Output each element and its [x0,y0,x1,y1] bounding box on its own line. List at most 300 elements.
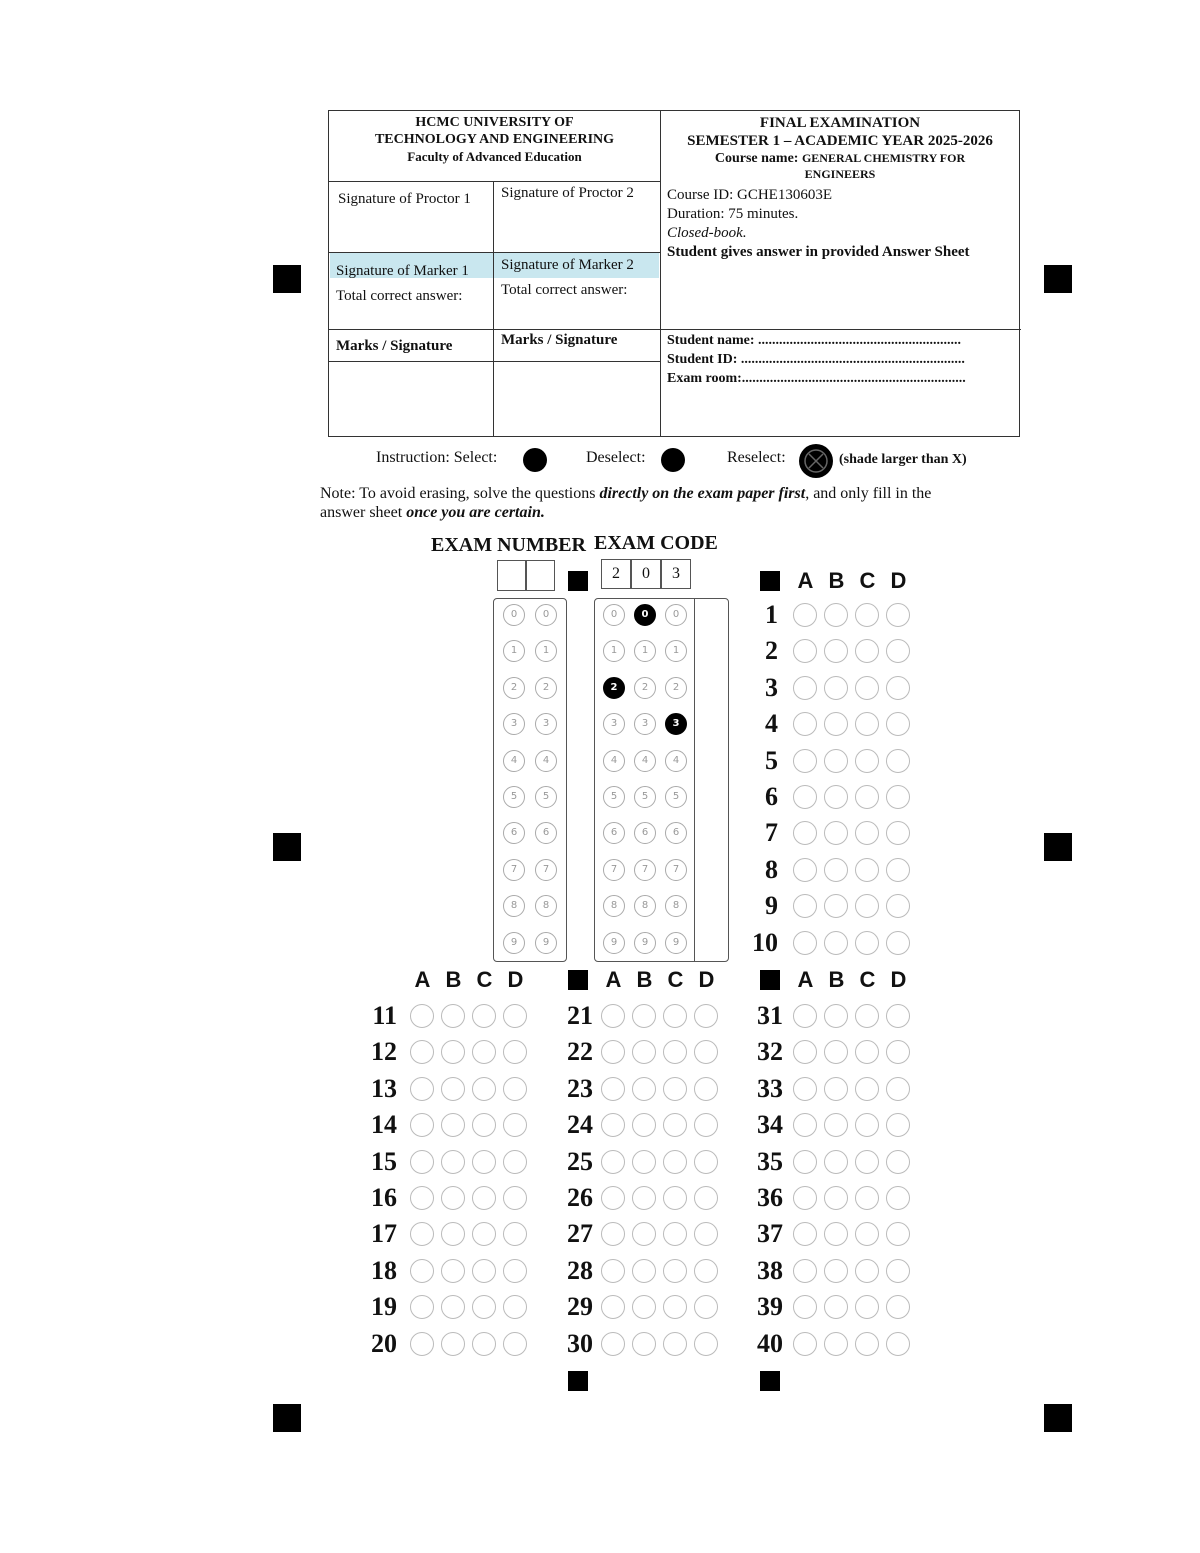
answer-bubble-q4-d[interactable] [886,712,910,736]
answer-bubble-q21-d[interactable] [694,1004,718,1028]
note-part3: , and only fill in the [805,485,932,502]
deselect-label: Deselect: [586,449,646,466]
semester-line: SEMESTER 1 – ACADEMIC YEAR 2025-2026 [687,133,993,149]
choice-header-letter-a: A [797,568,814,593]
exam-code-col3-bubble-0[interactable]: 0 [665,604,687,626]
timing-mark-header-4 [760,970,780,990]
choice-header-3 [598,967,722,993]
answer-bubble-q6-d[interactable] [886,785,910,809]
question-number-14: 14 [371,1110,397,1140]
exam-code-digit-box-1[interactable]: 2 [601,559,631,589]
answer-bubble-q14-c[interactable] [472,1113,496,1137]
exam-number-col1-bubble-0[interactable]: 0 [503,604,525,626]
choice-header-4 [790,967,914,993]
answer-bubble-q14-a[interactable] [410,1113,434,1137]
exam-code-col1-bubble-3[interactable]: 3 [603,713,625,735]
exam-code-col3-bubble-6[interactable]: 6 [665,822,687,844]
marker2-signature-label: Signature of Marker 2 [501,257,634,273]
answer-bubble-q17-a[interactable] [410,1222,434,1246]
exam-number-col2-bubble-9[interactable]: 9 [535,932,557,954]
registration-mark-mid-left [273,833,301,861]
question-number-4: 4 [765,709,778,739]
answer-bubble-q20-d[interactable] [503,1332,527,1356]
reselect-example-icon [798,443,834,479]
answer-bubble-q34-b[interactable] [824,1113,848,1137]
header-table [328,110,1020,437]
answer-bubble-q11-c[interactable] [472,1004,496,1028]
answer-bubble-q38-c[interactable] [855,1259,879,1283]
answer-bubble-q1-b[interactable] [824,603,848,627]
answer-bubble-q35-c[interactable] [855,1150,879,1174]
exam-number-col2-bubble-1[interactable]: 1 [535,640,557,662]
choice-header-letter-c: C [667,967,684,992]
answer-bubble-q1-a[interactable] [793,603,817,627]
answer-bubble-q36-d[interactable] [886,1186,910,1210]
answer-bubble-q12-c[interactable] [472,1040,496,1064]
answer-bubble-q10-b[interactable] [824,931,848,955]
answer-bubble-q8-c[interactable] [855,858,879,882]
question-number-16: 16 [371,1183,397,1212]
question-number-28: 28 [567,1255,593,1285]
exam-number-label: EXAM NUMBER [431,534,586,556]
course-name-value: GENERAL CHEMISTRY FOR [801,151,966,165]
choice-header-letter-c: C [476,967,493,992]
exam-number-col1-bubble-3[interactable]: 3 [503,713,525,735]
answer-bubble-q28-c[interactable] [663,1259,687,1283]
exam-code-col1-bubble-7[interactable]: 7 [603,859,625,881]
exam-code-col3-bubble-4[interactable]: 4 [665,750,687,772]
question-number-31: 31 [757,1001,783,1030]
answer-bubble-q34-d[interactable] [886,1113,910,1137]
answer-bubble-q19-c[interactable] [472,1295,496,1319]
exam-number-col1-bubble-1[interactable]: 1 [503,640,525,662]
answer-bubble-q5-d[interactable] [886,749,910,773]
answer-bubble-q30-c[interactable] [663,1332,687,1356]
answer-bubble-q21-c[interactable] [663,1004,687,1028]
answer-bubble-q3-d[interactable] [886,676,910,700]
answer-bubble-q6-a[interactable] [793,785,817,809]
question-number-11: 11 [372,1001,397,1030]
question-number-26: 26 [567,1183,593,1212]
question-number-8: 8 [765,854,778,884]
answer-bubble-q15-d[interactable] [503,1150,527,1174]
answer-bubble-q27-b[interactable] [632,1222,656,1246]
exam-number-col1-bubble-9[interactable]: 9 [503,932,525,954]
answer-bubble-q20-b[interactable] [441,1332,465,1356]
answer-bubble-q31-c[interactable] [855,1004,879,1028]
choice-header-letter-b: B [636,967,653,992]
answer-bubble-q3-b[interactable] [824,676,848,700]
answer-bubble-q29-c[interactable] [663,1295,687,1319]
answer-bubble-q22-b[interactable] [632,1040,656,1064]
answer-bubble-q33-b[interactable] [824,1077,848,1101]
answer-bubble-q1-d[interactable] [886,603,910,627]
exam-code-col2-bubble-3[interactable]: 3 [634,713,656,735]
answer-bubble-q9-d[interactable] [886,894,910,918]
exam-code-col3-bubble-2[interactable]: 2 [665,677,687,699]
answer-bubble-q18-d[interactable] [503,1259,527,1283]
note-part5: once you are certain. [406,504,545,521]
answer-bubble-q30-a[interactable] [601,1332,625,1356]
exam-number-col1-bubble-2[interactable]: 2 [503,677,525,699]
answer-bubble-q8-b[interactable] [824,858,848,882]
answer-bubble-q40-d[interactable] [886,1332,910,1356]
exam-number-col1-bubble-5[interactable]: 5 [503,786,525,808]
answer-bubble-q24-d[interactable] [694,1113,718,1137]
question-number-2: 2 [765,636,778,666]
answer-bubble-q27-d[interactable] [694,1222,718,1246]
exam-code-col1-bubble-9[interactable]: 9 [603,932,625,954]
answer-bubble-q7-c[interactable] [855,821,879,845]
question-number-6: 6 [765,782,778,811]
exam-number-col1-bubble-7[interactable]: 7 [503,859,525,881]
answer-bubble-q40-c[interactable] [855,1332,879,1356]
answer-bubble-q37-d[interactable] [886,1222,910,1246]
exam-number-col2-bubble-6[interactable]: 6 [535,822,557,844]
answer-bubble-q7-a[interactable] [793,821,817,845]
exam-code-col2-bubble-8[interactable]: 8 [634,895,656,917]
select-label: Select: [453,449,498,466]
question-number-21: 21 [567,1001,593,1030]
answer-bubble-q26-c[interactable] [663,1186,687,1210]
student-id-field[interactable]: Student ID: ................................................................ [667,352,965,367]
answer-bubble-q13-d[interactable] [503,1077,527,1101]
choice-header-letter-a: A [797,967,814,992]
reselect-note: (shade larger than X) [839,452,967,467]
exam-code-col1-bubble-4[interactable]: 4 [603,750,625,772]
question-number-29: 29 [567,1292,593,1322]
course-name-value-line2: ENGINEERS [804,167,876,181]
answer-bubble-q36-c[interactable] [855,1186,879,1210]
question-number-23: 23 [567,1073,593,1103]
exam-number-col2-bubble-4[interactable]: 4 [535,750,557,772]
answer-bubble-q5-c[interactable] [855,749,879,773]
question-number-10: 10 [752,927,778,957]
answer-bubble-q30-b[interactable] [632,1332,656,1356]
exam-code-col2-bubble-4[interactable]: 4 [634,750,656,772]
exam-code-col1-bubble-1[interactable]: 1 [603,640,625,662]
answer-bubble-q28-a[interactable] [601,1259,625,1283]
answer-bubble-q7-b[interactable] [824,821,848,845]
answer-bubble-q30-d[interactable] [694,1332,718,1356]
answer-bubble-q3-a[interactable] [793,676,817,700]
answer-bubble-q26-a[interactable] [601,1186,625,1210]
question-number-25: 25 [567,1146,593,1176]
answer-bubble-q32-b[interactable] [824,1040,848,1064]
exam-number-col1-bubble-6[interactable]: 6 [503,822,525,844]
exam-number-col2-bubble-7[interactable]: 7 [535,859,557,881]
answer-bubble-q16-a[interactable] [410,1186,434,1210]
course-name-label: Course name: [714,151,799,166]
duration: Duration: 75 minutes. [667,206,799,222]
exam-code-col3-bubble-1[interactable]: 1 [665,640,687,662]
exam-number-digit-box-1[interactable] [497,560,526,591]
proctor1-signature-label: Signature of Proctor 1 [338,191,471,207]
answer-bubble-q10-d[interactable] [886,931,910,955]
university-name-line2: TECHNOLOGY AND ENGINEERING [374,132,615,147]
exam-code-col3-bubble-5[interactable]: 5 [665,786,687,808]
question-number-3: 3 [765,672,778,702]
answer-bubble-q15-b[interactable] [441,1150,465,1174]
answer-bubble-q31-b[interactable] [824,1004,848,1028]
answer-bubble-q29-a[interactable] [601,1295,625,1319]
answer-bubble-q17-b[interactable] [441,1222,465,1246]
question-number-33: 33 [757,1073,783,1103]
answer-bubble-q29-b[interactable] [632,1295,656,1319]
faculty-name: Faculty of Advanced Education [407,149,582,164]
answer-bubble-q12-a[interactable] [410,1040,434,1064]
answer-bubble-q37-a[interactable] [793,1222,817,1246]
instruction-row [376,449,497,467]
answer-bubble-q11-d[interactable] [503,1004,527,1028]
answer-bubble-q39-b[interactable] [824,1295,848,1319]
exam-code-digit-box-2[interactable]: 0 [631,559,661,589]
question-number-15: 15 [371,1146,397,1176]
answer-bubble-q15-a[interactable] [410,1150,434,1174]
question-number-32: 32 [757,1037,783,1067]
answer-bubble-q19-a[interactable] [410,1295,434,1319]
answer-bubble-q9-b[interactable] [824,894,848,918]
answer-bubble-q4-c[interactable] [855,712,879,736]
answer-bubble-q36-a[interactable] [793,1186,817,1210]
answer-bubble-q1-c[interactable] [855,603,879,627]
answer-bubble-q2-c[interactable] [855,639,879,663]
answer-bubble-q34-a[interactable] [793,1113,817,1137]
answer-bubble-q39-d[interactable] [886,1295,910,1319]
exam-code-col2-bubble-2[interactable]: 2 [634,677,656,699]
exam-code-col2-bubble-5[interactable]: 5 [634,786,656,808]
answer-bubble-q27-c[interactable] [663,1222,687,1246]
answer-bubble-q23-b[interactable] [632,1077,656,1101]
timing-mark-header-3 [568,970,588,990]
answer-bubble-q24-c[interactable] [663,1113,687,1137]
answer-bubble-q21-b[interactable] [632,1004,656,1028]
exam-code-col2-bubble-1[interactable]: 1 [634,640,656,662]
answer-bubble-q20-c[interactable] [472,1332,496,1356]
answer-bubble-q22-c[interactable] [663,1040,687,1064]
answer-bubble-q8-d[interactable] [886,858,910,882]
answer-bubble-q14-b[interactable] [441,1113,465,1137]
choice-header-letter-a: A [605,967,622,992]
question-number-38: 38 [757,1255,783,1285]
choice-header-letter-b: B [828,967,845,992]
exam-code-col1-bubble-5[interactable]: 5 [603,786,625,808]
question-number-22: 22 [567,1037,593,1067]
answer-bubble-q36-b[interactable] [824,1186,848,1210]
answer-bubble-q9-c[interactable] [855,894,879,918]
answer-bubble-q2-a[interactable] [793,639,817,663]
exam-number-col2-bubble-3[interactable]: 3 [535,713,557,735]
answer-bubble-q4-a[interactable] [793,712,817,736]
exam-number-col2-bubble-0[interactable]: 0 [535,604,557,626]
answer-bubble-q13-c[interactable] [472,1077,496,1101]
answer-bubble-q35-b[interactable] [824,1150,848,1174]
proctor2-signature-label: Signature of Proctor 2 [501,185,634,201]
exam-number-col1-bubble-4[interactable]: 4 [503,750,525,772]
marker1-signature-label: Signature of Marker 1 [336,263,469,279]
exam-number-digit-box-2[interactable] [526,560,555,591]
answer-bubble-q5-b[interactable] [824,749,848,773]
answer-bubble-q2-d[interactable] [886,639,910,663]
answer-bubble-q13-a[interactable] [410,1077,434,1101]
registration-mark-mid-right [1044,833,1072,861]
question-number-34: 34 [757,1110,783,1140]
question-number-18: 18 [371,1255,397,1285]
answer-bubble-q20-a[interactable] [410,1332,434,1356]
course-id: Course ID: GCHE130603E [667,187,832,203]
answer-bubble-q3-c[interactable] [855,676,879,700]
question-number-7: 7 [765,818,778,848]
question-number-13: 13 [371,1073,397,1103]
answer-bubble-q25-a[interactable] [601,1150,625,1174]
exam-code-col1-bubble-8[interactable]: 8 [603,895,625,917]
answer-bubble-q17-d[interactable] [503,1222,527,1246]
answer-bubble-q22-a[interactable] [601,1040,625,1064]
question-number-30: 30 [567,1328,593,1358]
answer-bubble-q38-d[interactable] [886,1259,910,1283]
closed-book-note: Closed-book. [667,225,747,241]
exam-code-col1-bubble-0[interactable]: 0 [603,604,625,626]
answer-bubble-q33-d[interactable] [886,1077,910,1101]
timing-mark-bottom-1 [568,1371,588,1391]
exam-code-col2-bubble-9[interactable]: 9 [634,932,656,954]
answer-bubble-q26-b[interactable] [632,1186,656,1210]
answer-bubble-q28-b[interactable] [632,1259,656,1283]
answer-bubble-q32-a[interactable] [793,1040,817,1064]
exam-code-col1-bubble-2[interactable]: 2 [603,677,625,699]
answer-bubble-q4-b[interactable] [824,712,848,736]
answer-bubble-q31-d[interactable] [886,1004,910,1028]
answer-bubble-q22-d[interactable] [694,1040,718,1064]
exam-code-label: EXAM CODE [594,532,718,554]
answer-bubble-q14-d[interactable] [503,1113,527,1137]
answer-bubble-q18-a[interactable] [410,1259,434,1283]
answer-bubble-q17-c[interactable] [472,1222,496,1246]
answer-bubble-q9-a[interactable] [793,894,817,918]
answer-bubble-q38-b[interactable] [824,1259,848,1283]
answer-bubble-q24-b[interactable] [632,1113,656,1137]
answer-bubble-q15-c[interactable] [472,1150,496,1174]
answer-bubble-q29-d[interactable] [694,1295,718,1319]
question-number-36: 36 [757,1183,783,1212]
answer-bubble-q25-c[interactable] [663,1150,687,1174]
answer-bubble-q2-b[interactable] [824,639,848,663]
answer-bubble-q39-c[interactable] [855,1295,879,1319]
answer-bubble-q23-d[interactable] [694,1077,718,1101]
answer-bubble-q12-b[interactable] [441,1040,465,1064]
question-number-40: 40 [757,1328,783,1358]
answer-bubble-q10-c[interactable] [855,931,879,955]
answer-bubble-q7-d[interactable] [886,821,910,845]
answer-bubble-q37-b[interactable] [824,1222,848,1246]
answer-bubble-q21-a[interactable] [601,1004,625,1028]
exam-code-digit-box-3[interactable]: 3 [661,559,691,589]
question-number-27: 27 [567,1219,593,1249]
answer-bubble-q39-a[interactable] [793,1295,817,1319]
answer-bubble-q23-a[interactable] [601,1077,625,1101]
answer-bubble-q38-a[interactable] [793,1259,817,1283]
answer-bubble-q19-d[interactable] [503,1295,527,1319]
answer-bubble-q16-c[interactable] [472,1186,496,1210]
answer-bubble-q12-d[interactable] [503,1040,527,1064]
answer-bubble-q11-a[interactable] [410,1004,434,1028]
answer-bubble-q27-a[interactable] [601,1222,625,1246]
answer-bubble-q8-a[interactable] [793,858,817,882]
question-number-12: 12 [371,1037,397,1067]
answer-bubble-q6-b[interactable] [824,785,848,809]
exam-code-col3-bubble-9[interactable]: 9 [665,932,687,954]
total-correct-label-1: Total correct answer: [336,288,463,304]
choice-header-letter-c: C [859,568,876,593]
exam-number-col2-bubble-2[interactable]: 2 [535,677,557,699]
choice-header-letter-b: B [445,967,462,992]
answer-bubble-q37-c[interactable] [855,1222,879,1246]
exam-number-col2-bubble-8[interactable]: 8 [535,895,557,917]
answer-bubble-q16-b[interactable] [441,1186,465,1210]
answer-bubble-q16-d[interactable] [503,1186,527,1210]
answer-bubble-q18-b[interactable] [441,1259,465,1283]
choice-header-2 [407,967,531,993]
choice-header-letter-d: D [698,967,715,992]
exam-code-col3-bubble-7[interactable]: 7 [665,859,687,881]
exam-code-col2-bubble-0[interactable]: 0 [634,604,656,626]
answer-bubble-q18-c[interactable] [472,1259,496,1283]
answer-bubble-q25-b[interactable] [632,1150,656,1174]
answer-bubble-q24-a[interactable] [601,1113,625,1137]
answer-bubble-q28-d[interactable] [694,1259,718,1283]
answer-bubble-q5-a[interactable] [793,749,817,773]
registration-mark-bottom-right [1044,1404,1072,1432]
registration-mark-top-left [273,265,301,293]
exam-number-col1-bubble-8[interactable]: 8 [503,895,525,917]
question-number-35: 35 [757,1146,783,1176]
exam-code-col3-bubble-8[interactable]: 8 [665,895,687,917]
exam-room-field[interactable]: Exam room:................................................................ [667,371,966,386]
answer-bubble-q11-b[interactable] [441,1004,465,1028]
answer-bubble-q33-c[interactable] [855,1077,879,1101]
choice-header-letter-b: B [828,568,845,593]
university-name-line1: HCMC UNIVERSITY OF [415,115,574,130]
answer-bubble-q13-b[interactable] [441,1077,465,1101]
answer-bubble-q34-c[interactable] [855,1113,879,1137]
exam-code-col2-bubble-7[interactable]: 7 [634,859,656,881]
answer-bubble-q6-c[interactable] [855,785,879,809]
student-name-field[interactable]: Student name: .......................................................... [667,333,962,348]
answer-bubble-q35-d[interactable] [886,1150,910,1174]
answer-bubble-q32-c[interactable] [855,1040,879,1064]
answer-bubble-q40-b[interactable] [824,1332,848,1356]
exam-code-col1-bubble-6[interactable]: 6 [603,822,625,844]
answer-bubble-q25-d[interactable] [694,1150,718,1174]
answer-bubble-q19-b[interactable] [441,1295,465,1319]
answer-bubble-q10-a[interactable] [793,931,817,955]
answer-bubble-q26-d[interactable] [694,1186,718,1210]
question-number-19: 19 [371,1292,397,1322]
reselect-label: Reselect: [727,449,786,466]
note-part2: directly on the exam paper first [599,485,806,502]
answer-bubble-q35-a[interactable] [793,1150,817,1174]
exam-code-col3-bubble-3[interactable]: 3 [665,713,687,735]
exam-number-col2-bubble-5[interactable]: 5 [535,786,557,808]
answer-bubble-q33-a[interactable] [793,1077,817,1101]
exam-code-col2-bubble-6[interactable]: 6 [634,822,656,844]
note-paragraph [320,484,1040,522]
answer-bubble-q31-a[interactable] [793,1004,817,1028]
answer-bubble-q40-a[interactable] [793,1332,817,1356]
answer-bubble-q32-d[interactable] [886,1040,910,1064]
question-number-20: 20 [371,1328,397,1358]
answer-bubble-q23-c[interactable] [663,1077,687,1101]
